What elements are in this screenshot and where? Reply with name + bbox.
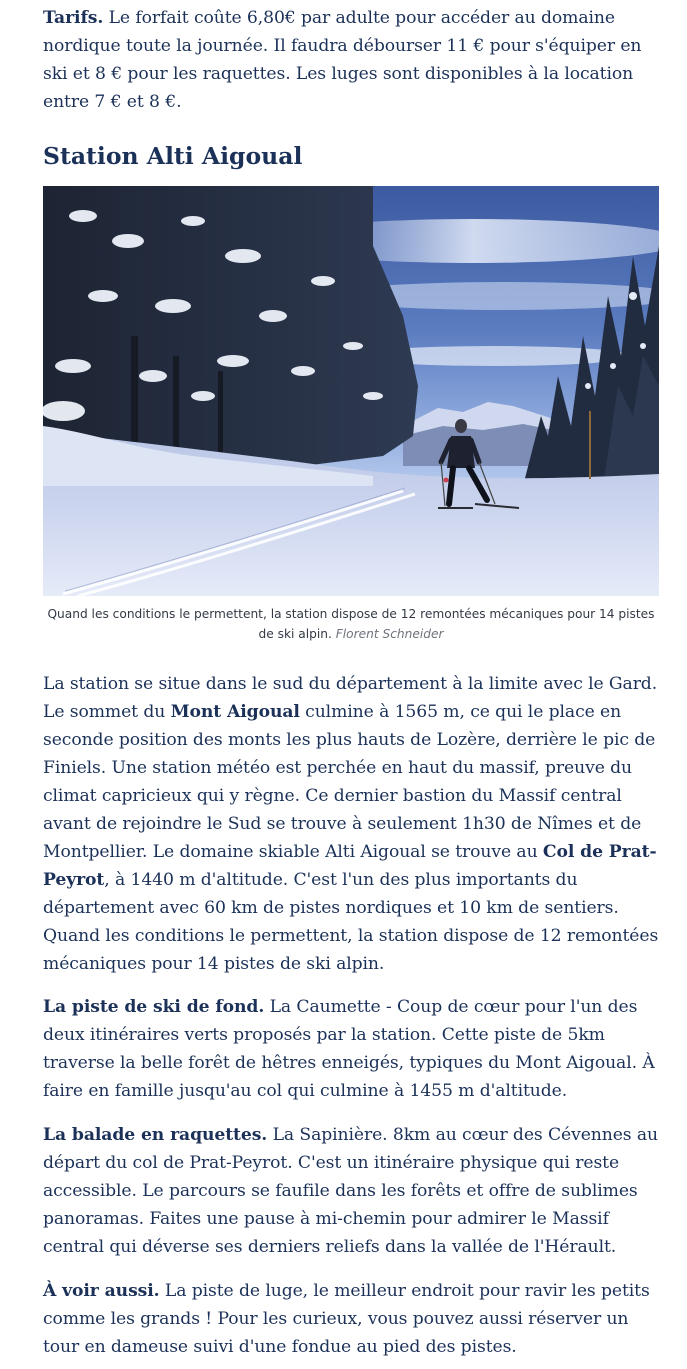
- p2-text: La Caumette - Coup de cœur pour l'un des deux itinéraires verts proposés par la station. Cette piste de 5km traverse la belle forêt de hêtres enneigés, typiques du Mont Aigoual. À faire en famille jusqu'au col qui culmine à 1455 m d'altitude.: [43, 997, 655, 1101]
- intro-lead: Tarifs.: [43, 8, 104, 28]
- p1-text-a: La station se situe dans le sud du département à la limite avec le Gard. Le sommet du: [43, 674, 658, 722]
- intro-paragraph: [43, 4, 665, 116]
- p3-text: La Sapinière. 8km au cœur des Cévennes au départ du col de Prat-Peyrot. C'est un itinéraire physique qui reste accessible. Le parcours se faufile dans les forêts et offre de sublimes panoramas. Faites une pause à mi-chemin pour admirer le Massif central qui déverse ses derniers reliefs dans la vallée de l'Hérault.: [43, 1125, 658, 1257]
- p4-lead: À voir aussi.: [43, 1281, 160, 1301]
- photo-caption: [43, 604, 659, 644]
- body-paragraph-station: [43, 670, 665, 978]
- skier-photo: [43, 186, 659, 596]
- caption-text: Quand les conditions le permettent, la station dispose de 12 remontées mécaniques pour 14 pistes de ski alpin.: [47, 607, 655, 641]
- body-paragraph-a-voir: [43, 1277, 665, 1361]
- p3-lead: La balade en raquettes.: [43, 1125, 268, 1145]
- p1-text-e: , à 1440 m d'altitude. C'est l'un des plus importants du département avec 60 km de pistes nordiques et 10 km de sentiers. Quand les conditions le permettent, la station dispose de 12 remontées mécaniques pour 14 pistes de ski alpin.: [43, 870, 659, 974]
- body-paragraph-raquettes: [43, 1121, 665, 1261]
- body-paragraph-ski-de-fond: [43, 993, 665, 1105]
- p1-text-c: culmine à 1565 m, ce qui le place en seconde position des monts les plus hauts de Lozère, derrière le pic de Finiels. Une station météo est perchée en haut du massif, preuve du climat capricieux qui y règne. Ce dernier bastion du Massif central avant de rejoindre le Sud se trouve à seulement 1h30 de Nîmes et de Montpellier. Le domaine skiable Alti Aigoual se trouve au: [43, 702, 656, 862]
- p1-col-prat-peyrot: Col de Prat-Peyrot: [43, 842, 657, 890]
- photo-credit: Florent Schneider: [335, 627, 444, 641]
- p2-lead: La piste de ski de fond.: [43, 997, 265, 1017]
- p1-mont-aigoual: Mont Aigoual: [170, 702, 300, 722]
- section-title: Station Alti Aigoual: [43, 142, 303, 170]
- p4-text: La piste de luge, le meilleur endroit pour ravir les petits comme les grands ! Pour les curieux, vous pouvez aussi réserver un tour en dameuse suivi d'une fondue au pied des pistes.: [43, 1281, 650, 1357]
- intro-text: Le forfait coûte 6,80€ par adulte pour accéder au domaine nordique toute la journée. Il faudra débourser 11 € pour s'équiper en ski et 8 € pour les raquettes. Les luges sont disponibles à la location entre 7 € et 8 €.: [43, 8, 642, 112]
